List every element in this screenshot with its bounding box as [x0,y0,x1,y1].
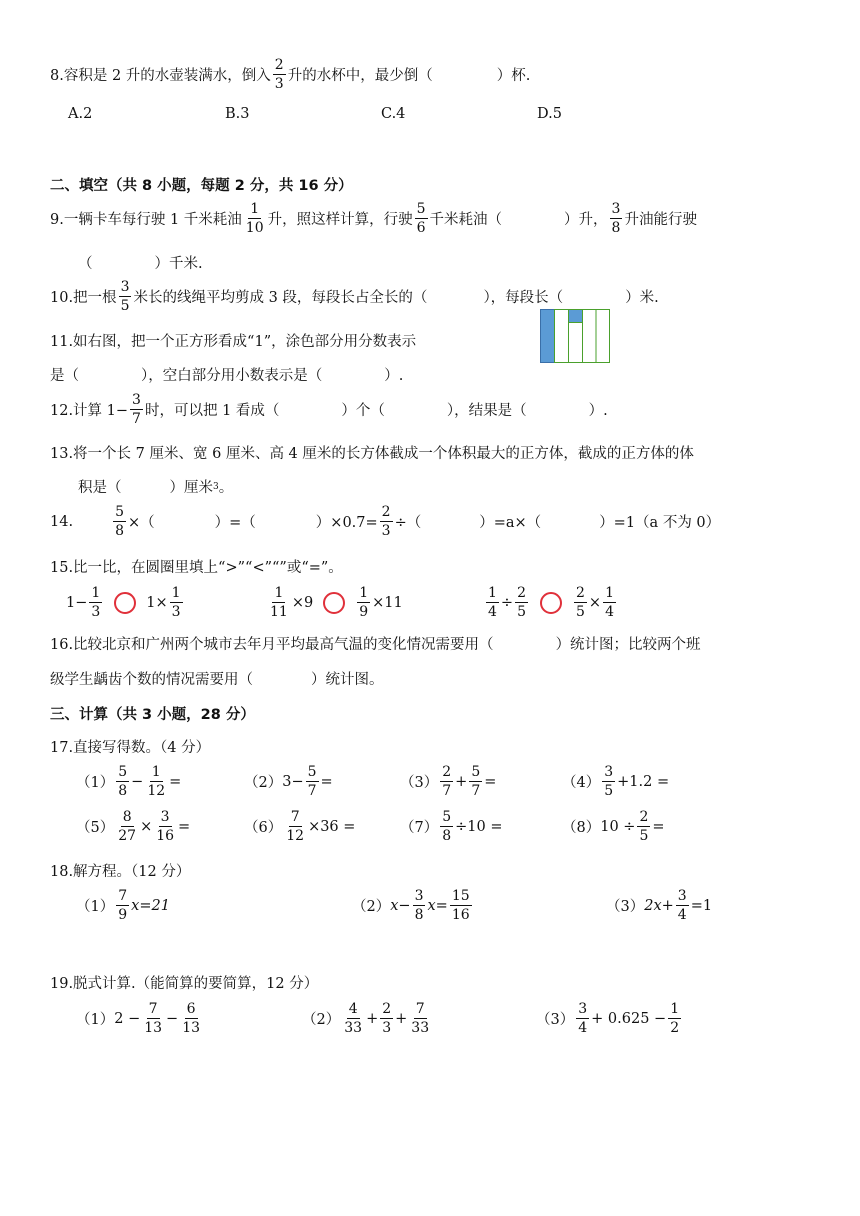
question-14: 14. $\frac{5}{8}$ ×（ ）=（ ）×0.7= $\frac{2}{3}$ ÷（ ）=a×（ ）=1（a 不为 0） [50,504,721,539]
q17-item-1: （1） $\frac{5}{8}$ − $\frac{1}{12}$ = [76,764,182,799]
q18-item-2: （2） x− $\frac{3}{8}$ x= $\frac{15}{16}$ [352,888,470,923]
q8-text: ）杯. [496,68,531,84]
compare-expr-3: $\frac{1}{4}$ ÷ $\frac{2}{5}$ $\frac{2}{5}$ × $\frac{1}{4}$ [488,585,614,620]
fraction: $\frac{1}{9}$ [359,585,369,620]
q8-text: 8.容积是 2 升的水壶装满水，倒入 [50,68,271,84]
question-17-title: 17.直接写得数。（4 分） [50,740,211,756]
compare-circle[interactable] [114,592,136,614]
question-13-line1: 13.将一个长 7 厘米、宽 6 厘米、高 4 厘米的长方体截成一个体积最大的正方体，截成的正方体的体 [50,446,694,462]
question-16-line2: 级学生龋齿个数的情况需要用（ ）统计图。 [50,672,384,688]
fraction: $\frac{1}{11}$ [270,585,288,620]
q17-item-3: （3） $\frac{2}{7}$ + $\frac{5}{7}$ = [400,764,497,799]
q17-item-8: （8） 10 ÷ $\frac{2}{5}$ = [562,809,665,844]
compare-circle[interactable] [540,592,562,614]
compare-expr-1: 1− $\frac{1}{3}$ 1× $\frac{1}{3}$ [66,585,181,620]
fraction: $\frac{1}{10}$ [245,201,264,236]
question-11-line2: 是（ ），空白部分用小数表示是（ ）. [50,368,404,384]
question-18-title: 18.解方程。（12 分） [50,864,191,880]
q19-item-1: （1） 2 − $\frac{7}{13}$ − $\frac{6}{13}$ [76,1001,201,1036]
fraction: $\frac{2}{3}$ [381,504,391,539]
compare-circle[interactable] [323,592,345,614]
fraction: $\frac{1}{3}$ [171,585,181,620]
fraction: $\frac{5}{6}$ [416,201,426,236]
q8-option[interactable]: D.5 [537,106,562,122]
question-19-title: 19.脱式计算.（能简算的要简算，12 分） [50,976,319,992]
question-12: 12.计算 1− $\frac{3}{7}$ 时，可以把 1 看成（ ）个（ ），结果是（ ）. [50,392,608,427]
q18-item-3: （3） 2x+ $\frac{3}{4}$ =1 [606,888,713,923]
q19-item-3: （3） $\frac{3}{4}$ + 0.625 − $\frac{1}{2}$ [536,1001,680,1036]
square-fraction-figure [540,309,610,363]
fraction: $\frac{3}{7}$ [132,392,141,427]
question-9: 9.一辆卡车每行驶 1 千米耗油 $\frac{1}{10}$ 升，照这样计算，行驶 $\frac{5}{6}$ 千米耗油（ ）升， $\frac{3}{8}$ 升油能行驶 [50,201,697,236]
fraction: $\frac{2}{5}$ [576,585,585,620]
fraction: $\frac{3}{5}$ [120,279,130,314]
question-10: 10.把一根 $\frac{3}{5}$ 米长的线绳平均剪成 3 段，每段长占全长的（ ），每段长（ ）米. [50,279,659,314]
fraction: $\frac{5}{8}$ [115,504,124,539]
q8-option[interactable]: B.3 [225,106,250,122]
question-11-line1: 11.如右图，把一个正方形看成“1”，涂色部分用分数表示 [50,334,417,350]
question-15: 15.比一比，在圆圈里填上“>”“<”“”或“=”。 [50,560,343,576]
q17-item-6: （6） $\frac{7}{12}$ ×36 = [244,809,356,844]
question-16-line1: 16.比较北京和广州两个城市去年月平均最高气温的变化情况需要用（ ）统计图；比较两个班 [50,637,701,653]
section-heading-calculation: 三、计算（共 3 小题，28 分） [50,707,255,723]
q8-text: 升的水杯中，最少倒（ [287,68,433,84]
q17-item-4: （4） $\frac{3}{5}$ +1.2 = [562,764,670,799]
fraction: $\frac{3}{8}$ [611,201,621,236]
q17-item-5: （5） $\frac{8}{27}$ × $\frac{3}{16}$ = [76,809,191,844]
shaded-column [541,310,555,363]
question-13-line2: 积是（ ）厘米 3 。 [78,480,234,496]
fraction: $\frac{2}{3}$ [274,57,284,92]
fraction: $\frac{1}{3}$ [91,585,101,620]
fraction: $\frac{2}{5}$ [517,585,526,620]
question-9-line2: （ ）千米. [78,256,203,272]
question-8 [50,58,530,91]
compare-expr-2: $\frac{1}{11}$ ×9 $\frac{1}{9}$ ×11 [270,585,403,620]
q17-item-2: （2） 3− $\frac{5}{7}$ = [244,764,333,799]
q19-item-2: （2） $\frac{4}{33}$ + $\frac{2}{3}$ + $\frac{7}{33}$ [302,1001,430,1036]
q8-option[interactable]: A.2 [68,106,93,122]
fraction: $\frac{1}{4}$ [605,585,614,620]
fraction: $\frac{1}{4}$ [488,585,497,620]
q8-option[interactable]: C.4 [381,106,406,122]
section-heading-fill-in: 二、填空（共 8 小题，每题 2 分，共 16 分） [50,178,353,194]
q18-item-1: （1） $\frac{7}{9}$ x=21 [76,888,170,923]
q17-item-7: （7） $\frac{5}{8}$ ÷10 = [400,809,503,844]
shaded-part [569,310,583,323]
